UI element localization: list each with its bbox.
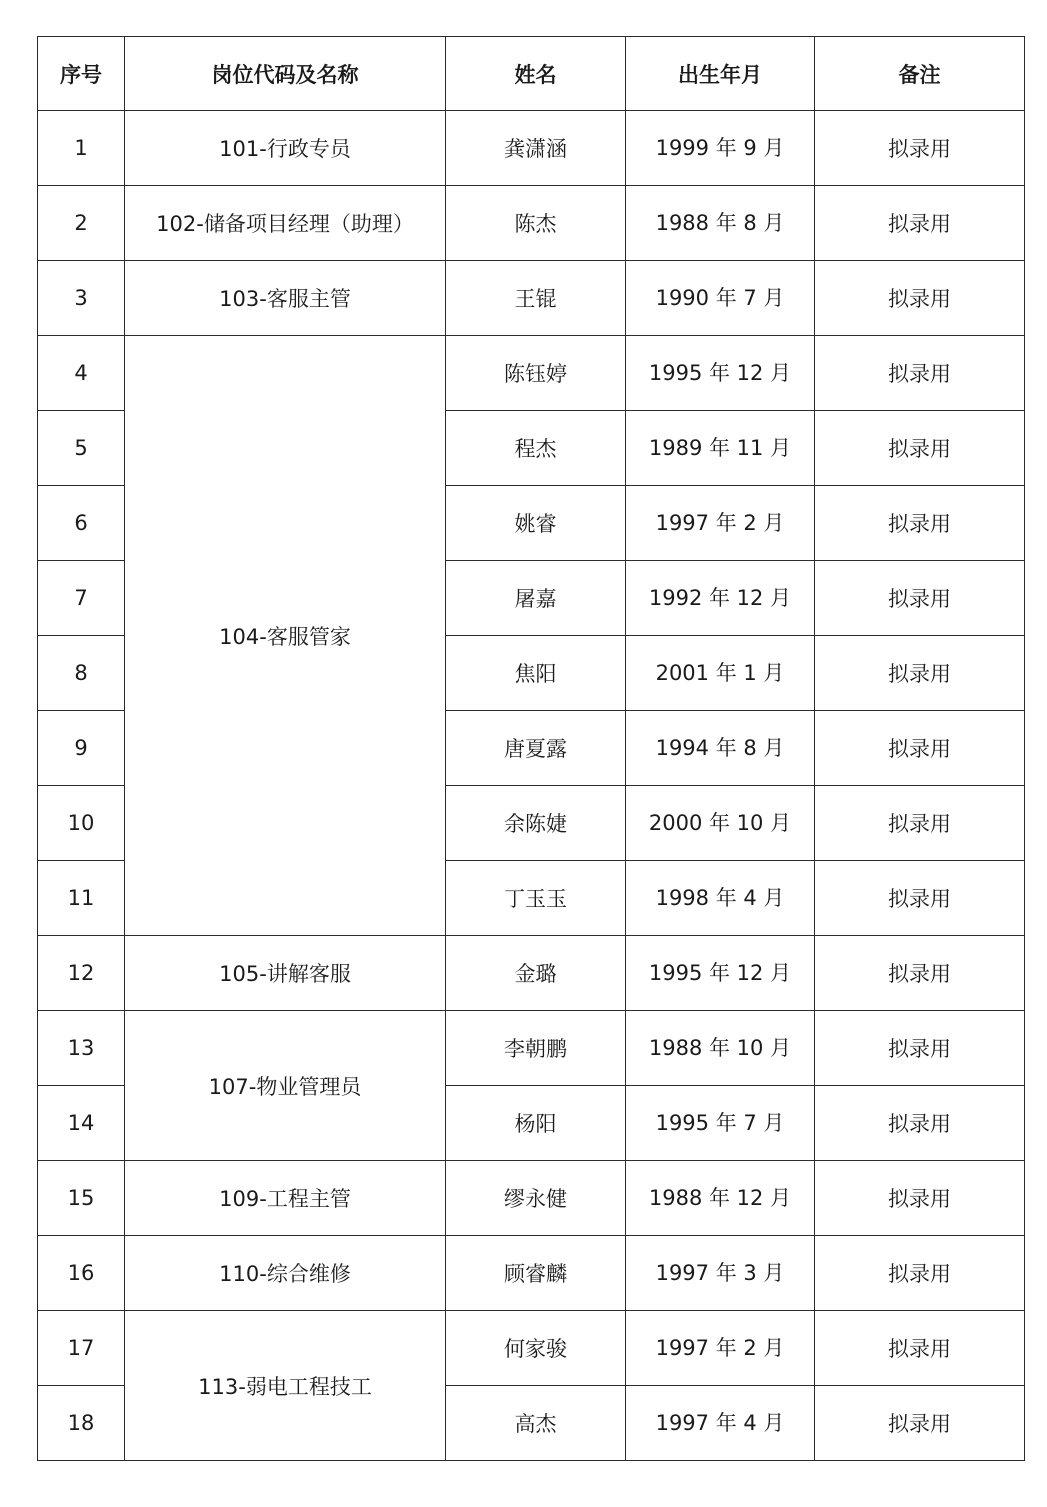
cell-birth: 2001 年 1 月: [626, 636, 815, 711]
table-body: [38, 111, 1025, 1461]
cell-remark: 拟录用: [815, 186, 1025, 261]
table-row: [38, 1161, 1025, 1236]
cell-birth: 1992 年 12 月: [626, 561, 815, 636]
cell-position: 104-客服管家: [125, 336, 446, 936]
cell-remark: 拟录用: [815, 261, 1025, 336]
cell-name: 缪永健: [446, 1161, 626, 1236]
table-row: [38, 1011, 1025, 1086]
header-index: 序号: [38, 37, 125, 111]
table-row: [38, 936, 1025, 1011]
cell-position: 110-综合维修: [125, 1236, 446, 1311]
cell-index: 12: [38, 936, 125, 1011]
cell-remark: 拟录用: [815, 1161, 1025, 1236]
cell-name: 杨阳: [446, 1086, 626, 1161]
cell-index: 16: [38, 1236, 125, 1311]
cell-index: 3: [38, 261, 125, 336]
cell-position: 101-行政专员: [125, 111, 446, 186]
cell-birth: 1997 年 4 月: [626, 1386, 815, 1461]
cell-birth: 1999 年 9 月: [626, 111, 815, 186]
cell-name: 屠嘉: [446, 561, 626, 636]
cell-index: 8: [38, 636, 125, 711]
cell-name: 姚睿: [446, 486, 626, 561]
cell-index: 18: [38, 1386, 125, 1461]
cell-position: 107-物业管理员: [125, 1011, 446, 1161]
cell-birth: 1998 年 4 月: [626, 861, 815, 936]
hiring-table: [37, 36, 1025, 1461]
cell-index: 13: [38, 1011, 125, 1086]
cell-index: 4: [38, 336, 125, 411]
cell-index: 10: [38, 786, 125, 861]
table-header: [38, 37, 1025, 111]
header-row: [38, 37, 1025, 111]
cell-index: 6: [38, 486, 125, 561]
cell-remark: 拟录用: [815, 636, 1025, 711]
header-birth: 出生年月: [626, 37, 815, 111]
cell-index: 2: [38, 186, 125, 261]
cell-remark: 拟录用: [815, 111, 1025, 186]
table-row: [38, 261, 1025, 336]
header-position: 岗位代码及名称: [125, 37, 446, 111]
cell-name: 龚潇涵: [446, 111, 626, 186]
table-row: [38, 111, 1025, 186]
cell-index: 14: [38, 1086, 125, 1161]
cell-remark: 拟录用: [815, 561, 1025, 636]
cell-remark: 拟录用: [815, 1386, 1025, 1461]
cell-name: 王锟: [446, 261, 626, 336]
cell-remark: 拟录用: [815, 336, 1025, 411]
cell-birth: 2000 年 10 月: [626, 786, 815, 861]
header-name: 姓名: [446, 37, 626, 111]
header-remark: 备注: [815, 37, 1025, 111]
cell-remark: 拟录用: [815, 861, 1025, 936]
cell-name: 高杰: [446, 1386, 626, 1461]
cell-name: 焦阳: [446, 636, 626, 711]
cell-name: 金璐: [446, 936, 626, 1011]
cell-index: 9: [38, 711, 125, 786]
cell-name: 陈杰: [446, 186, 626, 261]
cell-index: 15: [38, 1161, 125, 1236]
cell-name: 余陈婕: [446, 786, 626, 861]
cell-name: 唐夏露: [446, 711, 626, 786]
cell-remark: 拟录用: [815, 1011, 1025, 1086]
cell-remark: 拟录用: [815, 786, 1025, 861]
cell-birth: 1988 年 12 月: [626, 1161, 815, 1236]
cell-birth: 1988 年 10 月: [626, 1011, 815, 1086]
table-row: [38, 186, 1025, 261]
cell-birth: 1997 年 2 月: [626, 1311, 815, 1386]
cell-name: 顾睿麟: [446, 1236, 626, 1311]
cell-remark: 拟录用: [815, 936, 1025, 1011]
table-row: [38, 336, 1025, 411]
cell-position: 105-讲解客服: [125, 936, 446, 1011]
cell-birth: 1995 年 12 月: [626, 936, 815, 1011]
cell-birth: 1990 年 7 月: [626, 261, 815, 336]
cell-remark: 拟录用: [815, 1086, 1025, 1161]
cell-name: 陈钰婷: [446, 336, 626, 411]
cell-name: 何家骏: [446, 1311, 626, 1386]
cell-position: 113-弱电工程技工: [125, 1311, 446, 1461]
cell-name: 丁玉玉: [446, 861, 626, 936]
cell-birth: 1989 年 11 月: [626, 411, 815, 486]
cell-birth: 1997 年 2 月: [626, 486, 815, 561]
cell-index: 1: [38, 111, 125, 186]
cell-index: 11: [38, 861, 125, 936]
cell-birth: 1995 年 12 月: [626, 336, 815, 411]
cell-index: 17: [38, 1311, 125, 1386]
cell-remark: 拟录用: [815, 711, 1025, 786]
cell-position: 102-储备项目经理（助理）: [125, 186, 446, 261]
table-row: [38, 1236, 1025, 1311]
cell-remark: 拟录用: [815, 1236, 1025, 1311]
cell-name: 程杰: [446, 411, 626, 486]
cell-position: 109-工程主管: [125, 1161, 446, 1236]
cell-position: 103-客服主管: [125, 261, 446, 336]
cell-birth: 1994 年 8 月: [626, 711, 815, 786]
cell-birth: 1988 年 8 月: [626, 186, 815, 261]
cell-birth: 1997 年 3 月: [626, 1236, 815, 1311]
cell-birth: 1995 年 7 月: [626, 1086, 815, 1161]
cell-name: 李朝鹏: [446, 1011, 626, 1086]
cell-index: 7: [38, 561, 125, 636]
cell-index: 5: [38, 411, 125, 486]
cell-remark: 拟录用: [815, 411, 1025, 486]
cell-remark: 拟录用: [815, 1311, 1025, 1386]
cell-remark: 拟录用: [815, 486, 1025, 561]
table-row: [38, 1311, 1025, 1386]
